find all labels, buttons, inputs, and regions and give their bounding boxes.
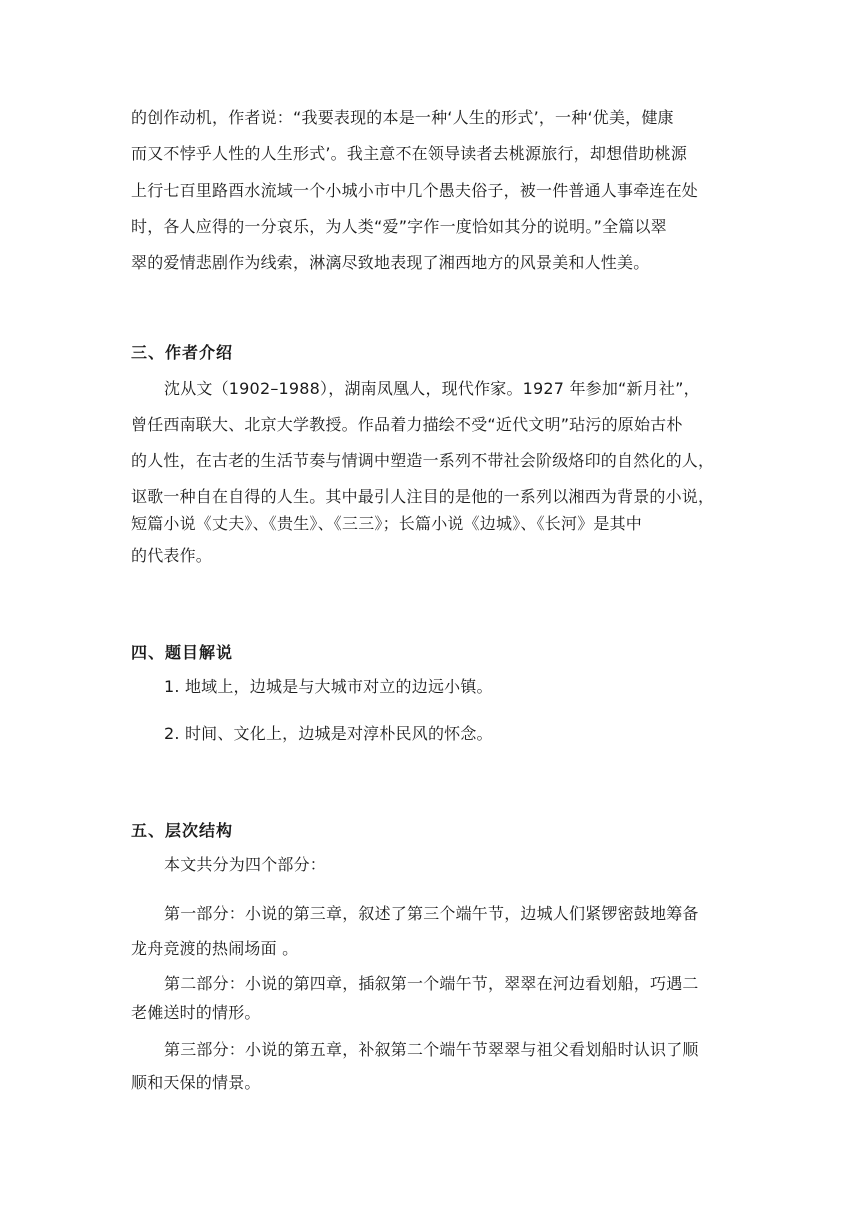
section-heading-author: 三、作者介绍	[131, 343, 234, 362]
author-line-2: 曾任西南联大、北京大学教授。作品着力描绘不受“近代文明”玷污的原始古朴	[131, 415, 683, 434]
intro-line-4: 时，各人应得的一分哀乐，为人类“爱”字作一度恰如其分的说明。”全篇以翠	[131, 217, 667, 236]
author-line-3: 的人性，在古老的生活节奏与情调中塑造一系列不带社会阶级烙印的自然化的人，	[131, 451, 715, 470]
structure-part-2-line-2: 老傩送时的情形。	[131, 1003, 261, 1022]
intro-line-1: 的创作动机，作者说：“我要表现的本是一种‘人生的形式’，一种‘优美，健康	[131, 108, 674, 127]
structure-part-2-line-1: 第二部分：小说的第四章，插叙第一个端午节，翠翠在河边看划船，巧遇二	[164, 974, 699, 993]
author-line-5: 短篇小说《丈夫》、《贵生》、《三三》；长篇小说《边城》、《长河》是其中	[131, 514, 643, 533]
section-heading-structure: 五、层次结构	[131, 821, 234, 840]
intro-line-5: 翠的爱情悲剧作为线索，淋漓尽致地表现了湘西地方的风景美和人性美。	[131, 253, 650, 272]
section-heading-title-explanation: 四、题目解说	[131, 643, 234, 662]
structure-intro: 本文共分为四个部分：	[164, 855, 327, 874]
intro-line-2: 而又不悖乎人性的人生形式’。我主意不在领导读者去桃源旅行，却想借助桃源	[131, 144, 688, 163]
intro-line-3: 上行七百里路酉水流域一个小城小市中几个愚夫俗子，被一件普通人事牵连在处	[131, 181, 699, 200]
author-line-1: 沈从文（1902–1988），湖南凤凰人，现代作家。1927 年参加“新月社”，	[164, 379, 700, 398]
structure-part-1-line-2: 龙舟竞渡的热闹场面 。	[131, 939, 299, 958]
author-line-6: 的代表作。	[131, 546, 213, 565]
author-line-4: 讴歌一种自在自得的人生。其中最引人注目的是他的一系列以湘西为背景的小说，	[131, 487, 715, 506]
structure-part-3-line-1: 第三部分：小说的第五章，补叙第二个端午节翠翠与祖父看划船时认识了顺	[164, 1040, 699, 1059]
title-explanation-item-1: 1. 地域上，边城是与大城市对立的边远小镇。	[164, 677, 493, 696]
structure-part-1-line-1: 第一部分：小说的第三章，叙述了第三个端午节，边城人们紧锣密鼓地筹备	[164, 904, 699, 923]
structure-part-3-line-2: 顺和天保的情景。	[131, 1073, 261, 1092]
title-explanation-item-2: 2. 时间、文化上，边城是对淳朴民风的怀念。	[164, 724, 493, 743]
